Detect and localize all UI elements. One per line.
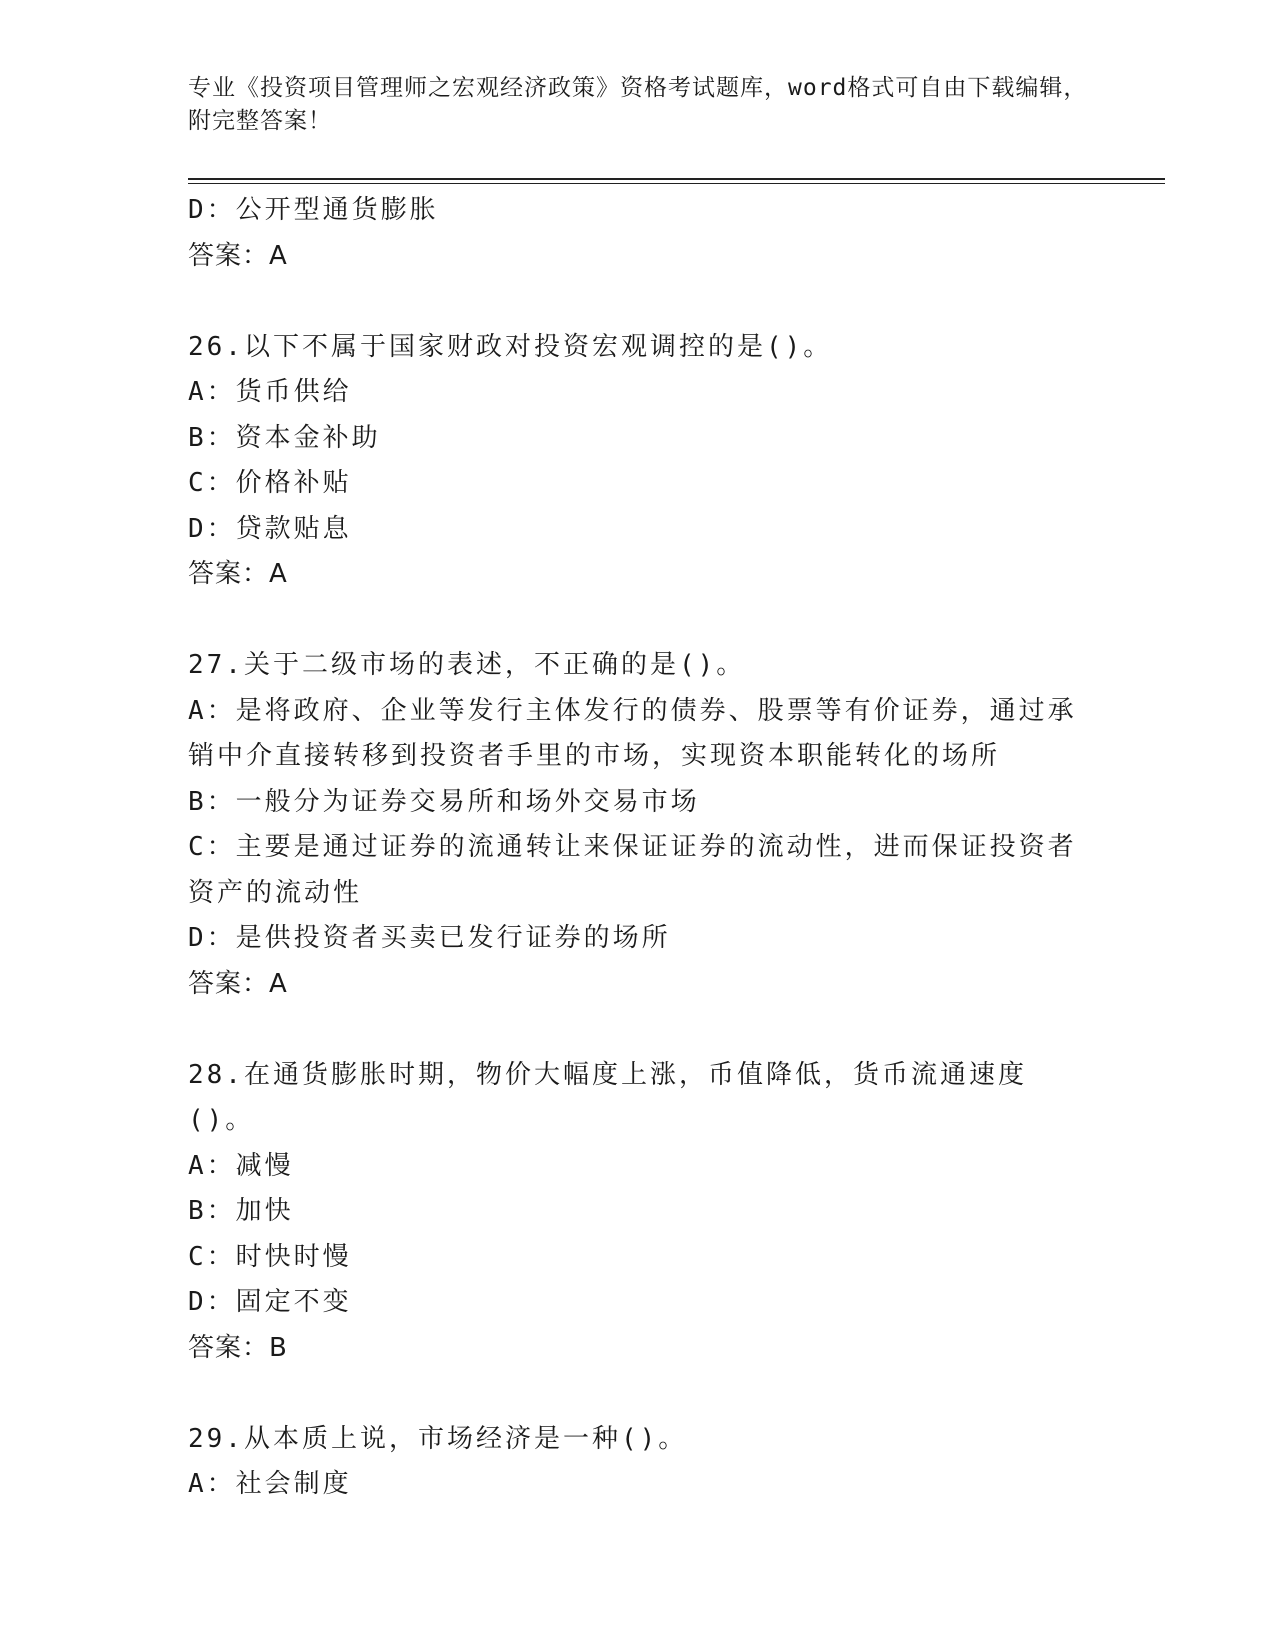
option-a: A：是将政府、企业等发行主体发行的债券、股票等有价证券，通过承销中介直接转移到投资者手里的市场，实现资本职能转化的场所 — [188, 695, 1077, 771]
option-a: A：社会制度 — [188, 1469, 352, 1499]
answer-line: 答案：A — [188, 240, 288, 271]
option-b: B：一般分为证券交易所和场外交易市场 — [188, 786, 700, 817]
spacer — [188, 1007, 1088, 1053]
option-d: D：贷款贴息 — [188, 513, 352, 544]
question-list — [188, 188, 1088, 1508]
option-b: B：资本金补助 — [188, 422, 381, 453]
option-d: D：固定不变 — [188, 1287, 352, 1317]
spacer — [188, 1371, 1088, 1417]
header-divider-thin — [188, 183, 1165, 184]
question-stem: 26.以下不属于国家财政对投资宏观调控的是()。 — [188, 331, 833, 362]
option-c: C：价格补贴 — [188, 468, 352, 498]
question-25-continued — [188, 188, 1088, 279]
header-divider-thick — [188, 178, 1165, 180]
answer-line: 答案：A — [188, 968, 288, 999]
question-29 — [188, 1417, 1088, 1508]
option-c: C：时快时慢 — [188, 1241, 352, 1272]
answer-line: 答案：B — [188, 1332, 288, 1363]
spacer — [188, 598, 1088, 644]
question-26 — [188, 325, 1088, 598]
option-d: D：公开型通货膨胀 — [188, 195, 439, 225]
answer-line: 答案：A — [188, 559, 288, 589]
option-b: B：加快 — [188, 1196, 294, 1226]
spacer — [188, 279, 1088, 325]
question-28 — [188, 1053, 1088, 1372]
question-stem: 27.关于二级市场的表述，不正确的是()。 — [188, 650, 746, 680]
question-27 — [188, 643, 1088, 1007]
question-stem: 29.从本质上说，市场经济是一种()。 — [188, 1423, 688, 1454]
option-a: A：减慢 — [188, 1150, 294, 1181]
question-stem: 28.在通货膨胀时期，物价大幅度上涨，币值降低，货币流通速度()。 — [188, 1059, 1027, 1135]
document-header: 专业《投资项目管理师之宏观经济政策》资格考试题库，word格式可自由下载编辑，附完整答案！ — [188, 75, 1088, 134]
option-a: A：货币供给 — [188, 377, 352, 407]
option-c: C：主要是通过证券的流通转让来保证证券的流动性，进而保证投资者资产的流动性 — [188, 832, 1077, 908]
option-d: D：是供投资者买卖已发行证券的场所 — [188, 923, 671, 953]
